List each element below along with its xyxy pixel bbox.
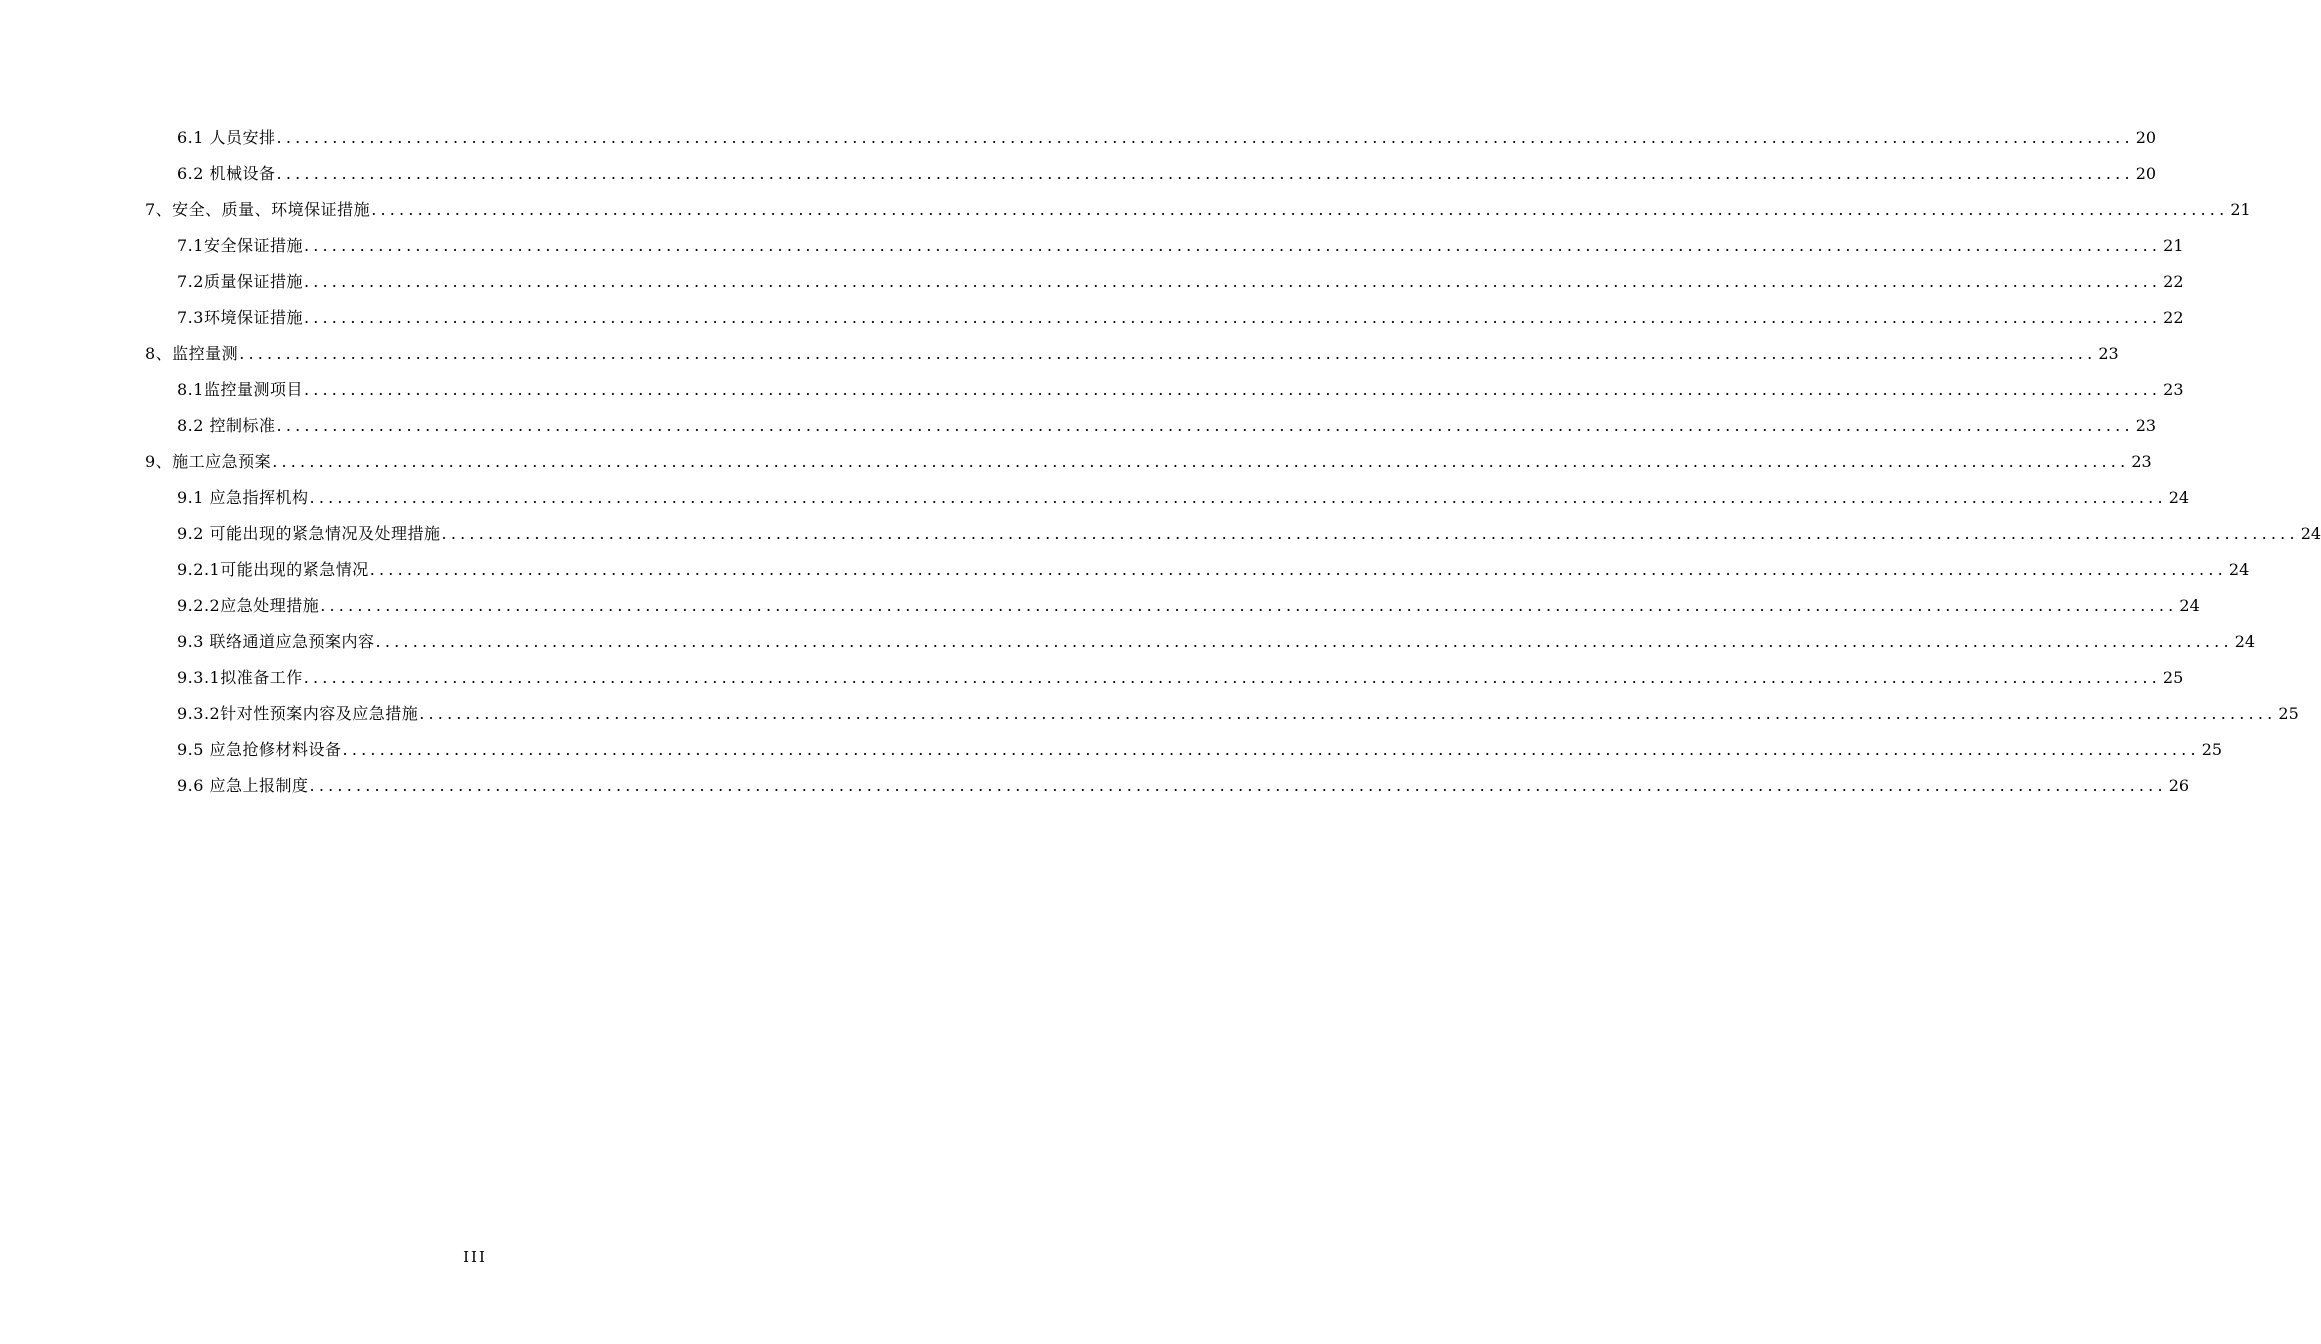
toc-entry[interactable] bbox=[177, 120, 2157, 156]
toc-entry-label: 9.1 应急指挥机构 bbox=[177, 488, 309, 507]
toc-entry-page: 25 bbox=[2162, 668, 2184, 687]
toc-entry[interactable] bbox=[177, 732, 2223, 768]
toc-entry-page: 24 bbox=[2179, 596, 2200, 615]
toc-entry-page: 22 bbox=[2163, 272, 2184, 291]
toc-entry-label: 7、安全、质量、环境保证措施 bbox=[145, 200, 371, 219]
toc-entry[interactable] bbox=[177, 552, 2250, 588]
toc-dot-leader: ........................................................................................................................................................................................................ bbox=[303, 236, 2162, 255]
toc-entry[interactable] bbox=[145, 444, 2152, 480]
toc-dot-leader: ........................................................................................................................................................................................................ bbox=[309, 488, 2167, 507]
toc-entry-page: 24 bbox=[2234, 632, 2256, 651]
toc-entry-label: 9.2.2应急处理措施 bbox=[177, 596, 320, 615]
toc-entry-label: 9.3.2针对性预案内容及应急措施 bbox=[177, 704, 419, 723]
toc-entry-label: 9.3.1拟准备工作 bbox=[177, 668, 303, 687]
toc-dot-leader: ........................................................................................................................................................................................................ bbox=[303, 308, 2162, 327]
toc-entry-label: 9.5 应急抢修材料设备 bbox=[177, 740, 342, 759]
toc-entry-label: 7.1安全保证措施 bbox=[177, 236, 303, 255]
toc-dot-leader: ........................................................................................................................................................................................................ bbox=[375, 632, 2233, 651]
toc-entry-label: 9、施工应急预案 bbox=[145, 452, 272, 471]
toc-entry[interactable] bbox=[177, 696, 2299, 732]
toc-entry-label: 8.2 控制标准 bbox=[177, 416, 276, 435]
toc-entry[interactable] bbox=[145, 192, 2251, 228]
toc-entry[interactable] bbox=[177, 408, 2157, 444]
toc-entry-label: 7.3环境保证措施 bbox=[177, 308, 303, 327]
toc-dot-leader: ........................................................................................................................................................................................................ bbox=[320, 596, 2178, 615]
toc-entry-label: 8.1监控量测项目 bbox=[177, 380, 303, 399]
toc-entry-page: 23 bbox=[2098, 344, 2119, 363]
toc-entry-label: 7.2质量保证措施 bbox=[177, 272, 303, 291]
toc-dot-leader: ........................................................................................................................................................................................................ bbox=[309, 776, 2167, 795]
toc-entry-page: 22 bbox=[2163, 308, 2184, 327]
toc-entry-label: 6.2 机械设备 bbox=[177, 164, 276, 183]
toc-entry-page: 24 bbox=[2228, 560, 2250, 579]
toc-entry[interactable] bbox=[177, 588, 2200, 624]
toc-dot-leader: ........................................................................................................................................................................................................ bbox=[342, 740, 2200, 759]
toc-entry-label: 8、监控量测 bbox=[145, 344, 239, 363]
toc-entry[interactable] bbox=[177, 660, 2184, 696]
toc-entry-label: 9.2 可能出现的紧急情况及处理措施 bbox=[177, 524, 441, 543]
toc-entry-page: 25 bbox=[2201, 740, 2223, 759]
toc-entry[interactable] bbox=[177, 156, 2157, 192]
toc-entry-page: 25 bbox=[2278, 704, 2299, 723]
toc-entry-page: 23 bbox=[2135, 416, 2157, 435]
toc-dot-leader: ........................................................................................................................................................................................................ bbox=[303, 380, 2162, 399]
toc-entry-label: 9.3 联络通道应急预案内容 bbox=[177, 632, 375, 651]
toc-entry[interactable] bbox=[177, 768, 2190, 804]
toc-entry[interactable] bbox=[177, 264, 2184, 300]
toc-entry-page: 24 bbox=[2168, 488, 2190, 507]
toc-entry[interactable] bbox=[177, 372, 2184, 408]
toc-dot-leader: ........................................................................................................................................................................................................ bbox=[369, 560, 2227, 579]
page-number: III bbox=[463, 1248, 487, 1266]
toc-entry[interactable] bbox=[177, 624, 2256, 660]
toc-dot-leader: ........................................................................................................................................................................................................ bbox=[239, 344, 2097, 363]
toc-entry-page: 26 bbox=[2168, 776, 2190, 795]
toc-entry-page: 21 bbox=[2163, 236, 2184, 255]
toc-dot-leader: ........................................................................................................................................................................................................ bbox=[419, 704, 2277, 723]
toc-entry-page: 24 bbox=[2300, 524, 2321, 543]
toc-dot-leader: ........................................................................................................................................................................................................ bbox=[303, 668, 2161, 687]
toc-dot-leader: ........................................................................................................................................................................................................ bbox=[303, 272, 2162, 291]
toc-dot-leader: ........................................................................................................................................................................................................ bbox=[276, 128, 2134, 147]
toc-entry-page: 20 bbox=[2135, 128, 2157, 147]
toc-dot-leader: ........................................................................................................................................................................................................ bbox=[276, 164, 2134, 183]
toc-dot-leader: ........................................................................................................................................................................................................ bbox=[371, 200, 2229, 219]
toc-entry-page: 23 bbox=[2163, 380, 2184, 399]
toc-entry-page: 21 bbox=[2230, 200, 2251, 219]
toc-entry-page: 23 bbox=[2131, 452, 2152, 471]
toc-entry[interactable] bbox=[177, 300, 2184, 336]
toc-entry-label: 9.6 应急上报制度 bbox=[177, 776, 309, 795]
toc-entry-page: 20 bbox=[2135, 164, 2157, 183]
toc-entry[interactable] bbox=[177, 228, 2184, 264]
toc-entry[interactable] bbox=[177, 480, 2190, 516]
toc-entry[interactable] bbox=[177, 516, 2321, 552]
toc-dot-leader: ........................................................................................................................................................................................................ bbox=[272, 452, 2130, 471]
toc-entry-label: 9.2.1可能出现的紧急情况 bbox=[177, 560, 369, 579]
toc-dot-leader: ........................................................................................................................................................................................................ bbox=[441, 524, 2299, 543]
toc-entry[interactable] bbox=[145, 336, 2119, 372]
toc-dot-leader: ........................................................................................................................................................................................................ bbox=[276, 416, 2134, 435]
toc-entry-label: 6.1 人员安排 bbox=[177, 128, 276, 147]
